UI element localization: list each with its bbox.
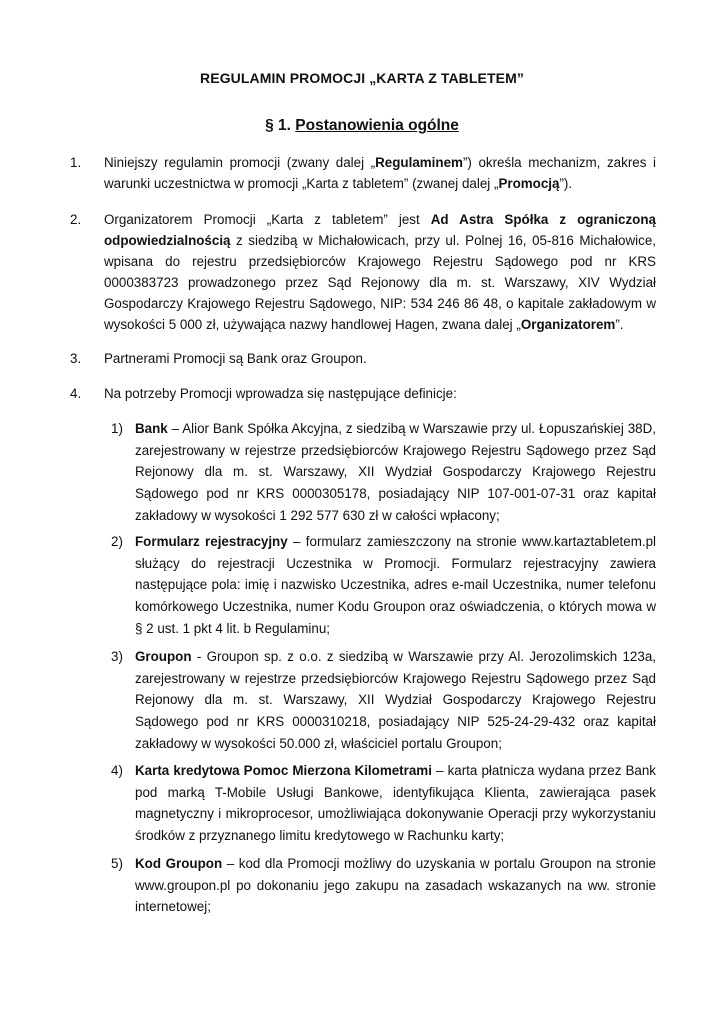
- definition-number: 1): [111, 421, 123, 436]
- paragraph-number: 3.: [70, 351, 82, 366]
- definition-number: 3): [111, 649, 123, 664]
- section-heading: § 1. Postanowienia ogólne: [265, 117, 459, 134]
- definition-registration-form: Formularz rejestracyjny – formularz zamieszczony na stronie www.kartaztabletem.pl służący do rejestracji Uczestnika w Promocji. Formularz rejestracyjny zawiera następujące pola: imię i nazwisko Uczestnika, adres e-mail Uczestnika, numer telefonu komórkowego Uczestnika, numer Kodu Groupon oraz oświadczenia, o których mowa w § 2 ust. 1 pkt 4 lit. b Regulaminu;: [135, 534, 656, 636]
- paragraph-number: 4.: [70, 386, 82, 401]
- definition-groupon: Groupon - Groupon sp. z o.o. z siedzibą w Warszawie przy Al. Jerozolimskich 123a, zarejestrowany w rejestrze przedsiębiorców Krajowego Rejestru Sądowego przez Sąd Rejonowy dla m. st. Warszawy, XII Wydział Gospodarczy Krajowego Rejestru Sądowego pod nr KRS 0000310218, posiadający NIP 525-24-29-432 oraz kapitał zakładowy w wysokości 50.000 zł, właściciel portalu Groupon;: [135, 649, 656, 751]
- paragraph-3: Partnerami Promocji są Bank oraz Groupon.: [104, 351, 367, 366]
- definition-number: 4): [111, 763, 123, 778]
- paragraph-number: 1.: [70, 155, 82, 170]
- paragraph-1: Niniejszy regulamin promocji (zwany dalej „Regulaminem”) określa mechanizm, zakres i warunki uczestnictwa w promocji „Karta z tabletem” (zwanej dalej „Promocją”).: [104, 155, 656, 191]
- paragraph-4: Na potrzeby Promocji wprowadza się następujące definicje:: [104, 386, 457, 401]
- paragraph-number: 2.: [70, 212, 82, 227]
- definition-bank: Bank – Alior Bank Spółka Akcyjna, z siedzibą w Warszawie przy ul. Łopuszańskiej 38D, zarejestrowany w rejestrze przedsiębiorców Krajowego Rejestru Sądowego przez Sąd Rejonowy dla m. st. Warszawy, XII Wydział Gospodarczy Krajowego Rejestru Sądowego pod nr KRS 0000305178, posiadający NIP 107-001-07-31 oraz kapitał zakładowy w wysokości 1 292 577 630 zł w całości wpłacony;: [135, 421, 656, 523]
- document-title: REGULAMIN PROMOCJI „KARTA Z TABLETEM”: [200, 70, 524, 86]
- definition-groupon-code: Kod Groupon – kod dla Promocji możliwy do uzyskania w portalu Groupon na stronie www.groupon.pl po dokonaniu jego zakupu na zasadach wskazanych na ww. stronie internetowej;: [135, 856, 656, 915]
- definition-number: 2): [111, 534, 123, 549]
- paragraph-2: Organizatorem Promocji „Karta z tabletem” jest Ad Astra Spółka z ograniczoną odpowiedzialnością z siedzibą w Michałowicach, przy ul. Polnej 16, 05-816 Michałowice, wpisana do rejestru przedsiębiorców Krajowego Rejestru Sądowego pod nr KRS 0000383723 prowadzonego przez Sąd Rejonowy dla m. st. Warszawy, XIV Wydział Gospodarczy Krajowego Rejestru Sądowego, NIP: 534 246 86 48, o kapitale zakładowym w wysokości 5 000 zł, używająca nazwy handlowej Hagen, zwana dalej „Organizatorem”.: [104, 212, 656, 332]
- definition-credit-card: Karta kredytowa Pomoc Mierzona Kilometrami – karta płatnicza wydana przez Bank pod marką T-Mobile Usługi Bankowe, identyfikująca Klienta, zawierająca pasek magnetyczny i mikroprocesor, umożliwiająca dokonywanie Operacji przy wykorzystaniu środków z przyznanego limitu kredytowego w Rachunku karty;: [135, 763, 657, 844]
- definition-number: 5): [111, 856, 123, 871]
